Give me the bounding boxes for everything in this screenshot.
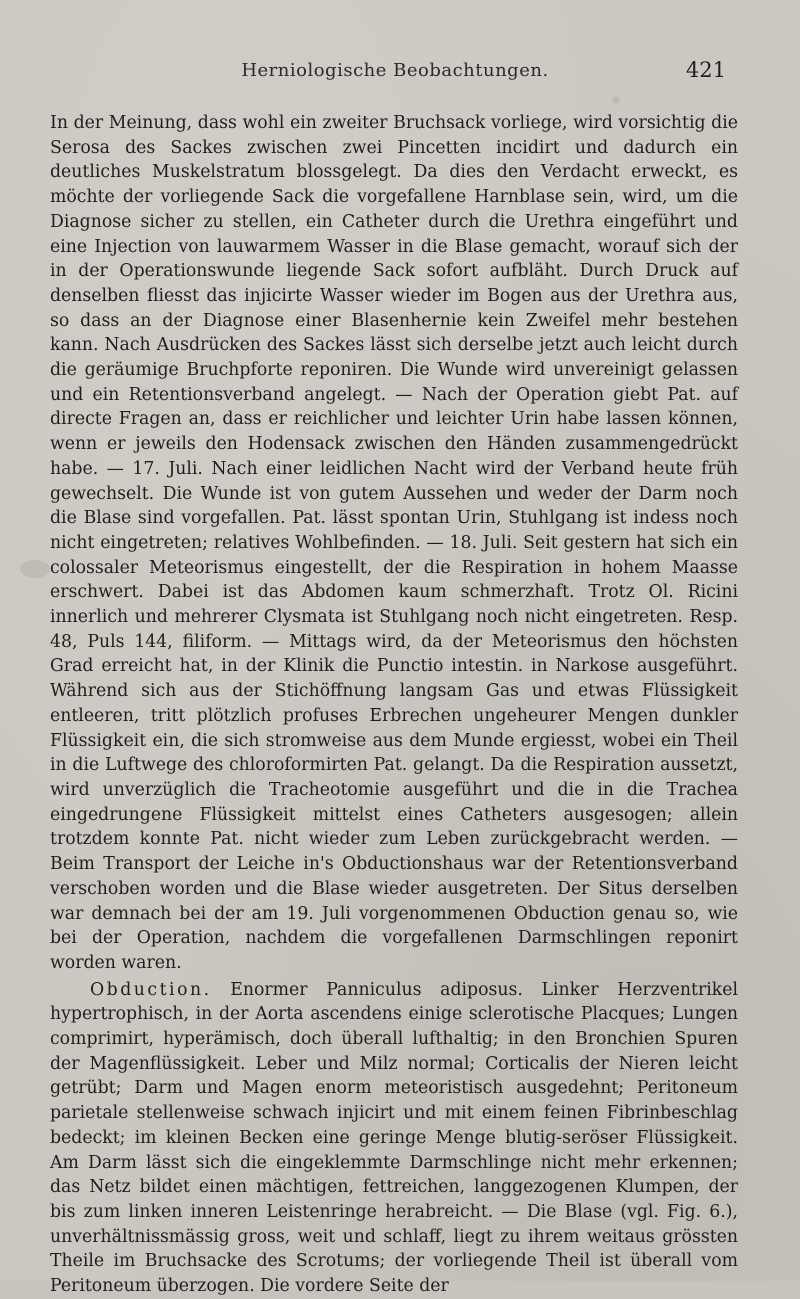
running-title: Herniologische Beobachtungen. [241, 60, 549, 81]
paragraph-text: In der Meinung, dass wohl ein zweiter Bruchsack vorliege, wird vorsichtig die Serosa des Sackes zwischen zwei Pincetten incidirt und dadurch ein deutliches Muskelstratum blossgelegt. Da dies den Verdacht erweckt, es möchte der vorliegende Sack die vorgefallene Harnblase sein, wird, um die Diagnose sicher zu stellen, ein Catheter durch die Urethra eingeführt und eine Injection von lauwarmem Wasser in die Blase gemacht, worauf sich der in der Operationswunde liegende Sack sofort aufbläht. Durch Druck auf denselben fliesst das injicirte Wasser wieder im Bogen aus der Urethra aus, so dass an der Diagnose einer Blasenhernie kein Zweifel mehr bestehen kann. Nach Ausdrücken des Sackes lässt sich derselbe jetzt auch leicht durch die geräumige Bruchpforte reponiren. Die Wunde wird unvereinigt gelassen und ein Retentionsverband angelegt. — Nach der Operation giebt Pat. auf directe Fragen an, dass er reichlicher und leichter Urin habe lassen können, wenn er jeweils den Hodensack zwischen den Händen zusammengedrückt habe. — 17. Juli. Nach einer leidlichen Nacht wird der Verband heute früh gewechselt. Die Wunde ist von gutem Aussehen und weder der Darm noch die Blase sind vorgefallen. Pat. lässt spontan Urin, Stuhlgang ist indess noch nicht eingetreten; relatives Wohlbefinden. — 18. Juli. Seit gestern hat sich ein colossaler Meteorismus eingestellt, der die Respiration in hohem Maasse erschwert. Dabei ist das Abdomen kaum schmerzhaft. Trotz Ol. Ricini innerlich und mehrerer Clysmata ist Stuhlgang noch nicht eingetreten. Resp. 48, Puls 144, filiform. — Mittags wird, da der Meteorismus den höchsten Grad erreicht hat, in der Klinik die Punctio intestin. in Narkose ausgeführt. Während sich aus der Stichöffnung langsam Gas und etwas Flüssigkeit entleeren, tritt plötzlich profuses Erbrechen ungeheurer Mengen dunkler Flüssigkeit ein, die sich stromweise aus dem Munde ergiesst, wobei ein Theil in die Luftwege des chloroformirten Pat. gelangt. Da die Respiration aussetzt, wird unverzüglich die Tracheotomie ausgeführt und die in die Trachea eingedrungene Flüssigkeit mittelst eines Catheters ausgesogen; allein trotzdem konnte Pat. nicht wieder zum Leben zurückgebracht werden. — Beim Transport der Leiche in's Obductionshaus war der Retentionsverband verschoben worden und die Blase wieder ausgetreten. Der Situs derselben war demnach bei der am 19. Juli vorgenommenen Obduction genau so, wie bei der Operation, nachdem die vorgefallenen Darmschlingen reponirt worden waren. [50, 113, 738, 973]
ink-spot [612, 96, 620, 104]
paragraph-obduction [50, 978, 738, 1299]
paragraph-case-report [50, 111, 738, 976]
paragraph-text: Enormer Panniculus adiposus. Linker Herzventrikel hypertrophisch, in der Aorta ascendens einige sclerotische Placques; Lungen comprimirt, hyperämisch, doch überall lufthaltig; in den Bronchien Spuren der Magenflüssigkeit. Leber und Milz normal; Corticalis der Nieren leicht getrübt; Darm und Magen enorm meteoristisch ausgedehnt; Peritoneum parietale stellenweise schwach injicirt und mit einem feinen Fibrinbeschlag bedeckt; im kleinen Becken eine geringe Menge blutig-seröser Flüssigkeit. Am Darm lässt sich die eingeklemmte Darmschlinge nicht mehr erkennen; das Netz bildet einen mächtigen, fettreichen, langgezogenen Klumpen, der bis zum linken inneren Leistenringe herabreicht. — Die Blase (vgl. Fig. 6.), unverhältnissmässig gross, weit und schlaff, liegt zu ihrem weitaus grössten Theile im Bruchsacke des Scrotums; der vorliegende Theil ist überall vom Peritoneum überzogen. Die vordere Seite der [50, 979, 738, 1297]
page-header [50, 60, 740, 86]
section-lead-obduction: Obduction. [90, 979, 212, 1000]
body-text [50, 111, 738, 1299]
page-number: 421 [685, 58, 726, 82]
paper-stain [20, 560, 50, 578]
